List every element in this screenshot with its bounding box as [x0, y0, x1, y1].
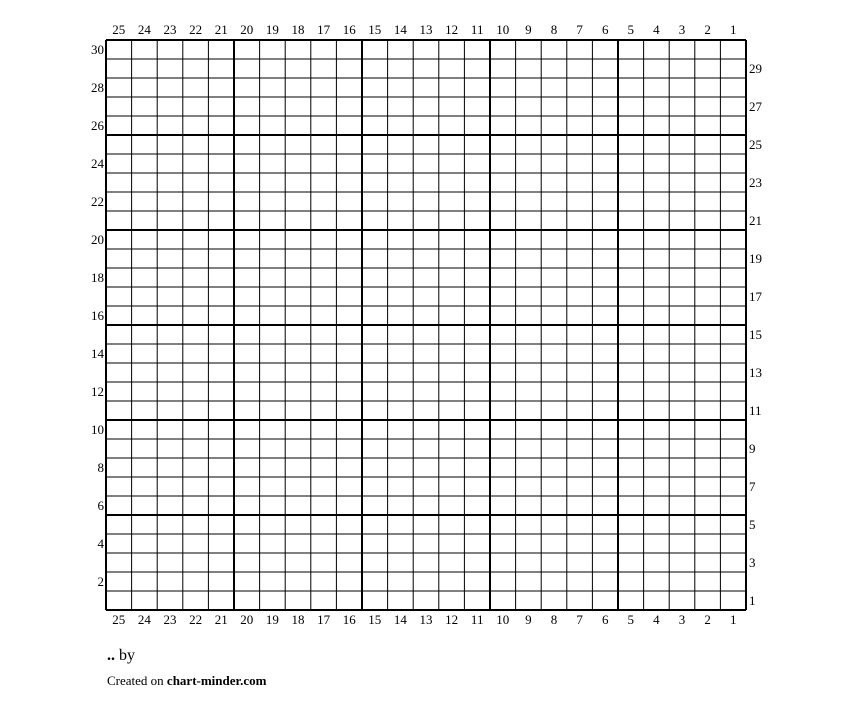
column-label-top: 24: [137, 22, 151, 37]
column-label-bottom: 7: [576, 612, 583, 627]
row-label-left: 16: [91, 308, 104, 323]
row-label-left: 28: [91, 80, 104, 95]
column-label-bottom: 1: [729, 612, 737, 627]
row-label-left: 2: [97, 574, 104, 589]
column-label-bottom: 6: [601, 612, 609, 627]
column-label-top: 7: [576, 22, 583, 37]
row-label-right: 23: [749, 175, 762, 190]
row-label-left: 10: [91, 422, 104, 437]
column-label-top: 1: [729, 22, 737, 37]
row-label-right: 25: [749, 137, 762, 152]
column-label-bottom: 18: [291, 612, 305, 627]
column-label-top: 22: [189, 22, 203, 37]
column-label-top: 20: [240, 22, 254, 37]
row-label-right: 13: [749, 365, 762, 380]
column-label-top: 3: [678, 22, 686, 37]
column-label-bottom: 9: [525, 612, 532, 627]
column-label-bottom: 3: [678, 612, 686, 627]
credit-line: [107, 673, 266, 689]
row-label-right: 5: [749, 517, 756, 532]
column-label-bottom: 11: [470, 612, 484, 627]
column-label-top: 11: [470, 22, 484, 37]
column-label-bottom: 13: [419, 612, 433, 627]
credit-prefix: Created on: [107, 673, 164, 688]
column-label-top: 8: [550, 22, 558, 37]
row-label-left: 24: [91, 156, 104, 171]
right-row-labels: [749, 61, 763, 608]
column-label-bottom: 5: [627, 612, 635, 627]
row-label-right: 29: [749, 61, 762, 76]
column-label-top: 4: [653, 22, 660, 37]
row-label-right: 27: [749, 99, 762, 114]
column-label-top: 13: [419, 22, 433, 37]
column-label-bottom: 25: [112, 612, 126, 627]
column-label-top: 21: [214, 22, 228, 37]
column-label-bottom: 4: [653, 612, 660, 627]
row-label-right: 11: [749, 403, 762, 418]
column-label-bottom: 12: [445, 612, 459, 627]
column-label-bottom: 8: [550, 612, 558, 627]
column-label-top: 19: [265, 22, 279, 37]
row-label-left: 4: [97, 536, 104, 551]
column-label-top: 6: [601, 22, 609, 37]
column-label-bottom: 19: [265, 612, 279, 627]
row-label-right: 7: [749, 479, 756, 494]
column-label-top: 14: [393, 22, 407, 37]
column-label-top: 15: [368, 22, 382, 37]
row-label-left: 30: [91, 42, 104, 57]
bottom-column-labels: [112, 612, 736, 627]
row-label-left: 6: [97, 498, 104, 513]
left-row-labels: [91, 42, 105, 589]
column-label-bottom: 14: [393, 612, 407, 627]
row-label-left: 26: [91, 118, 104, 133]
column-label-bottom: 2: [704, 612, 711, 627]
column-label-bottom: 17: [317, 612, 331, 627]
row-label-right: 9: [749, 441, 756, 456]
column-label-bottom: 24: [137, 612, 151, 627]
column-label-bottom: 16: [342, 612, 356, 627]
column-label-top: 12: [445, 22, 459, 37]
row-label-right: 15: [749, 327, 762, 342]
row-label-left: 12: [91, 384, 104, 399]
column-label-top: 2: [704, 22, 711, 37]
column-label-bottom: 22: [189, 612, 203, 627]
column-label-bottom: 20: [240, 612, 254, 627]
row-label-right: 19: [749, 251, 762, 266]
column-label-top: 17: [317, 22, 331, 37]
credit-site: chart-minder.com: [166, 673, 267, 688]
column-label-bottom: 21: [214, 612, 228, 627]
row-label-left: 8: [97, 460, 104, 475]
column-label-top: 18: [291, 22, 305, 37]
title-by: by: [119, 647, 135, 664]
row-label-right: 1: [749, 593, 756, 608]
row-label-right: 3: [749, 555, 756, 570]
column-label-top: 23: [163, 22, 177, 37]
row-label-left: 22: [91, 194, 104, 209]
row-label-left: 20: [91, 232, 104, 247]
title-dots: ..: [107, 647, 115, 664]
top-column-labels: [112, 22, 736, 37]
column-label-bottom: 15: [368, 612, 382, 627]
row-label-right: 17: [749, 289, 762, 304]
row-label-left: 14: [91, 346, 104, 361]
column-label-top: 25: [112, 22, 126, 37]
column-label-top: 9: [525, 22, 532, 37]
column-label-top: 16: [342, 22, 356, 37]
major-grid-lines: [106, 40, 746, 610]
column-label-bottom: 23: [163, 612, 177, 627]
column-label-top: 5: [627, 22, 635, 37]
row-label-left: 18: [91, 270, 104, 285]
chart-title: [107, 646, 135, 666]
column-label-top: 10: [496, 22, 510, 37]
row-label-right: 21: [749, 213, 762, 228]
column-label-bottom: 10: [496, 612, 510, 627]
